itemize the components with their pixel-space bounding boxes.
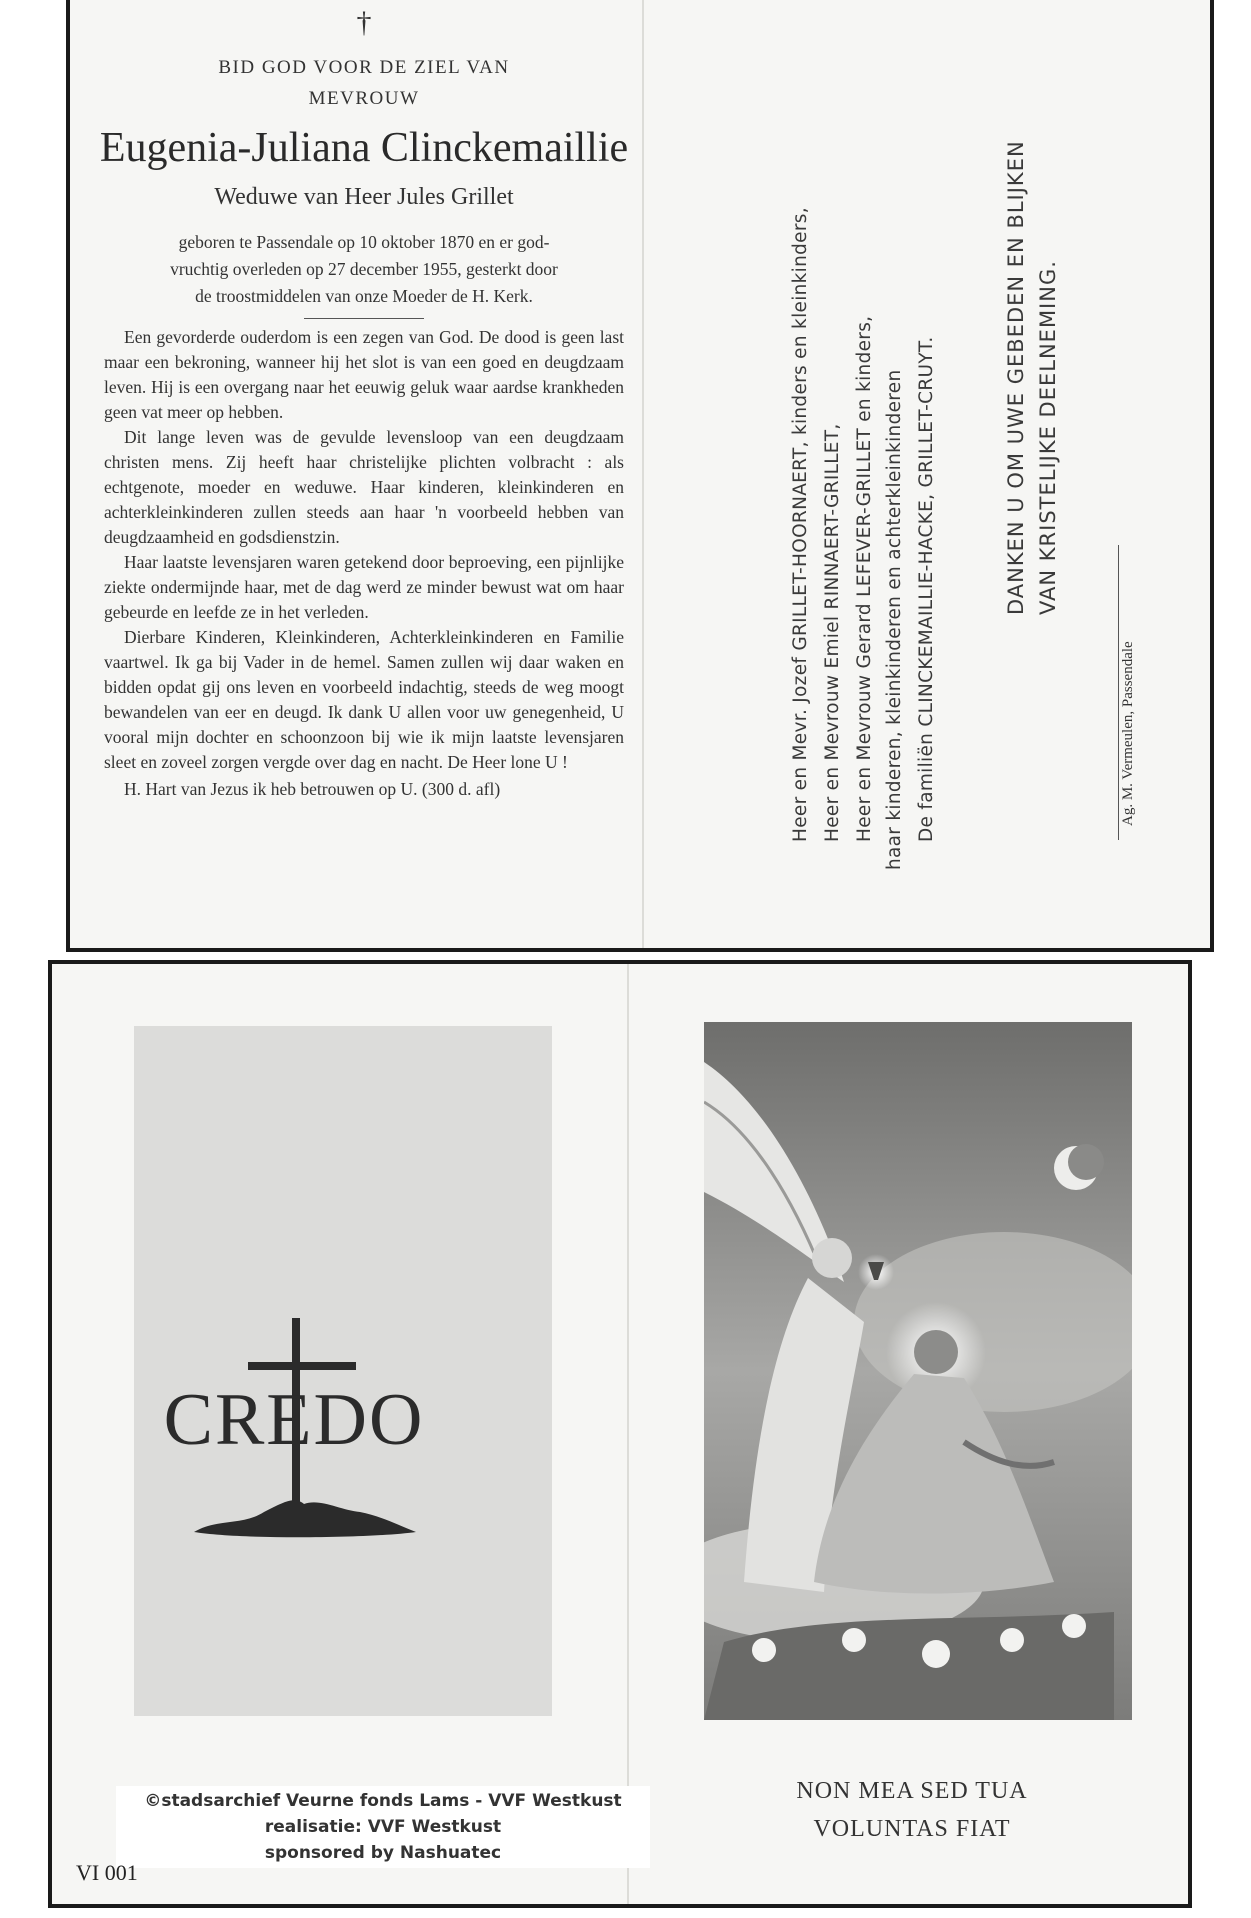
cross-icon: † (356, 6, 372, 39)
printer-rule (1118, 545, 1119, 840)
motto-line1: NON MEA SED TUA (796, 1778, 1028, 1804)
birth-line: de troostmiddelen van onze Moeder de H. Kerk. (195, 286, 533, 306)
motto-line2: VOLUNTAS FIAT (813, 1816, 1011, 1842)
lily-icon (752, 1638, 776, 1662)
angel-head (812, 1238, 852, 1278)
credo-emblem (134, 1026, 552, 1716)
memorial-card-inside (66, 0, 1214, 952)
thanks-line2: VAN KRISTELIJKE DEELNEMING. (1036, 260, 1060, 615)
lily-icon (842, 1628, 866, 1652)
card-fold (642, 0, 644, 948)
credo-panel (134, 1026, 552, 1716)
birth-line: geboren te Passendale op 10 oktober 1870 en er god- (178, 232, 550, 252)
birth-line: vruchtig overleden op 27 december 1955, gesterkt door (170, 259, 558, 279)
lily-icon (1000, 1628, 1024, 1652)
watermark-line: ©stadsarchief Veurne fonds Lams - VVF Westkust (144, 1791, 622, 1811)
prayer-header-line1: BID GOD VOOR DE ZIEL VAN (218, 57, 510, 78)
hill-icon (194, 1500, 416, 1537)
lily-icon (1062, 1614, 1086, 1638)
memorial-card-outside (48, 960, 1192, 1908)
watermark-line: sponsored by Nashuatec (264, 1843, 502, 1863)
paragraph: Haar laatste levensjaren waren getekend door beproeving, een pijnlijke ziekte ondermijnde haar, met de dag werd ze minder bewust wat om haar gebeurde en leefde ze in het verleden. (104, 552, 624, 622)
divider (304, 318, 424, 319)
family-line: Heer en Mevr. Jozef GRILLET-HOORNAERT, kinders en kleinkinders, (790, 207, 811, 842)
devotional-image (704, 1022, 1132, 1720)
paragraph: Dit lange leven was de gevulde levensloop van een deugdzaam christen mens. Zij heeft haar christelijke plichten volbracht : als echtgenote, moeder en weduwe. Haar kinderen, kleinkinderen en achterkleinkinderen zullen steeds aan haar 'n voorbeeld hebben van deugdzaamheid en godsdienstzin. (104, 427, 624, 547)
widow-line: Weduwe van Heer Jules Grillet (214, 184, 514, 210)
obituary-text-panel (90, 0, 638, 948)
family-line: Heer en Mevrouw Gerard LEFEVER-GRILLET en kinders, (854, 315, 875, 842)
paragraph: Een gevorderde ouderdom is een zegen van God. De dood is geen last maar een bekroning, wanneer hij het slot is van een goed en deugdzaam leven. Hij is een overgang naar het eeuwig geluk waar aardse krankheden geen vat meer op hebben. (104, 327, 624, 422)
family-line: Heer en Mevrouw Emiel RINNAERT-GRILLET, (822, 423, 843, 842)
reference-number: VI 001 (76, 1860, 138, 1885)
printer-credit: Ag. M. Vermeulen, Passendale (1120, 641, 1136, 826)
angel-jesus-illustration (704, 1022, 1132, 1720)
cross-horizontal (248, 1362, 356, 1370)
memorial-body (104, 325, 624, 802)
paragraph: Dierbare Kinderen, Kleinkinderen, Achterkleinkinderen en Familie vaartwel. Ik ga bij Vader in de hemel. Samen zullen wij daar waken en bidden opdat gij ons leven en voorbeeld indachtig, steeds de weg moogt bewandelen van eer en deugd. Ik dank U allen voor uw genegenheid, U vooral mijn dochter en schoonzoon bij wie ik mijn laatste levensjaren sleet en zoveel zorgen vergde over dag en nacht. De Heer lone U ! (104, 627, 624, 772)
deceased-name: Eugenia-Juliana Clinckemaillie (99, 125, 629, 171)
thanks-line1: DANKEN U OM UWE GEBEDEN EN BLIJKEN (1004, 140, 1028, 615)
family-line: De familiën CLINCKEMAILLIE-HACKE, GRILLET-CRUYT. (916, 336, 937, 842)
credo-text: CREDO (163, 1379, 425, 1461)
birth-death-text (104, 229, 624, 310)
card-fold (627, 964, 629, 1904)
watermark-line: realisatie: VVF Westkust (264, 1817, 502, 1837)
jesus-head (914, 1330, 958, 1374)
prayer-header-line2: MEVROUW (308, 88, 420, 109)
closing-prayer: H. Hart van Jezus ik heb betrouwen op U. (300 d. afl) (124, 779, 501, 799)
lily-icon (922, 1640, 950, 1668)
family-line: haar kinderen, kleinkinderen en achterkleinkinderen (884, 369, 905, 870)
archive-watermark (116, 1786, 650, 1868)
